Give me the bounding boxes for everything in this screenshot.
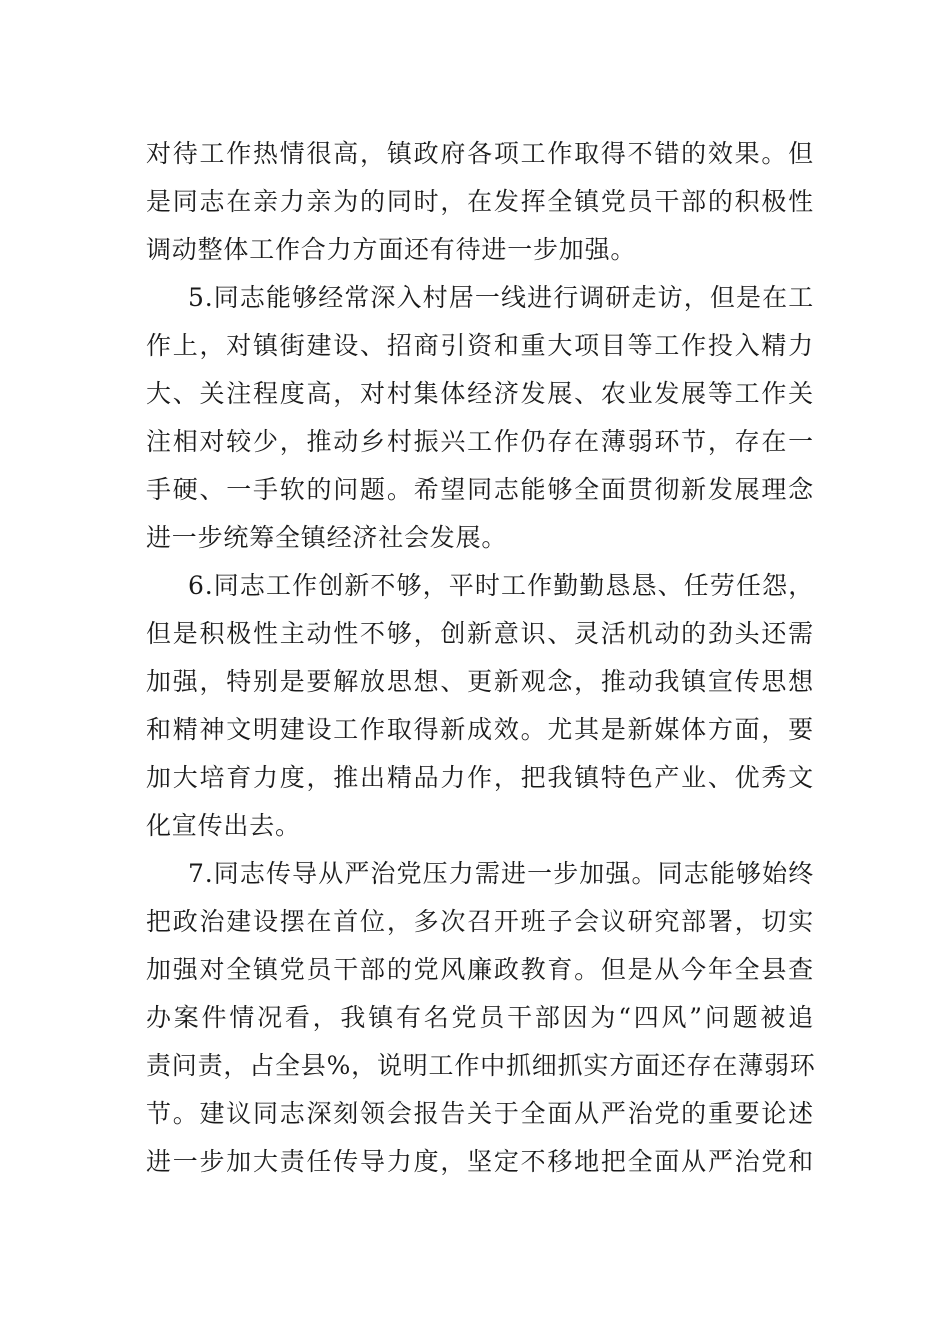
- paragraph-continued: [146, 130, 814, 274]
- text-line: 把政治建设摆在首位，多次召开班子会议研究部署，切实: [146, 907, 814, 936]
- text-line: 对待工作热情很高，镇政府各项工作取得不错的效果。但: [146, 139, 814, 168]
- text-line: 手硬、一手软的问题。希望同志能够全面贯彻新发展理念: [146, 475, 814, 504]
- paragraph-item-7: [146, 850, 814, 1186]
- text-line: 加大培育力度，推出精品力作，把我镇特色产业、优秀文: [146, 763, 814, 792]
- text-line: 调动整体工作合力方面还有待进一步加强。: [146, 235, 637, 264]
- text-line: 进一步统筹全镇经济社会发展。: [146, 523, 508, 552]
- text-line: 5.同志能够经常深入村居一线进行调研走访，但是在工: [188, 283, 814, 312]
- text-line: 化宣传出去。: [146, 811, 301, 840]
- text-line: 作上，对镇街建设、招商引资和重大项目等工作投入精力: [146, 331, 814, 360]
- text-line: 6.同志工作创新不够，平时工作勤勤恳恳、任劳任怨，: [188, 571, 814, 600]
- text-line: 责问责，占全县%，说明工作中抓细抓实方面还存在薄弱环: [146, 1051, 816, 1080]
- text-line: 大、关注程度高，对村集体经济发展、农业发展等工作关: [146, 379, 814, 408]
- paragraph-item-5: [146, 274, 814, 562]
- text-line: 进一步加大责任传导力度，坚定不移地把全面从严治党和: [146, 1147, 814, 1176]
- document-body: [146, 130, 814, 1186]
- text-line: 和精神文明建设工作取得新成效。尤其是新媒体方面，要: [146, 715, 814, 744]
- text-line: 办案件情况看，我镇有名党员干部因为“四风”问题被追: [146, 1003, 814, 1032]
- text-line: 加强，特别是要解放思想、更新观念，推动我镇宣传思想: [146, 667, 814, 696]
- text-line: 节。建议同志深刻领会报告关于全面从严治党的重要论述: [146, 1099, 814, 1128]
- text-line: 注相对较少，推动乡村振兴工作仍存在薄弱环节，存在一: [146, 427, 814, 456]
- text-line: 但是积极性主动性不够，创新意识、灵活机动的劲头还需: [146, 619, 814, 648]
- text-line: 是同志在亲力亲为的同时，在发挥全镇党员干部的积极性: [146, 187, 814, 216]
- text-line: 7.同志传导从严治党压力需进一步加强。同志能够始终: [188, 859, 814, 888]
- paragraph-item-6: [146, 562, 814, 850]
- text-line: 加强对全镇党员干部的党风廉政教育。但是从今年全县查: [146, 955, 814, 984]
